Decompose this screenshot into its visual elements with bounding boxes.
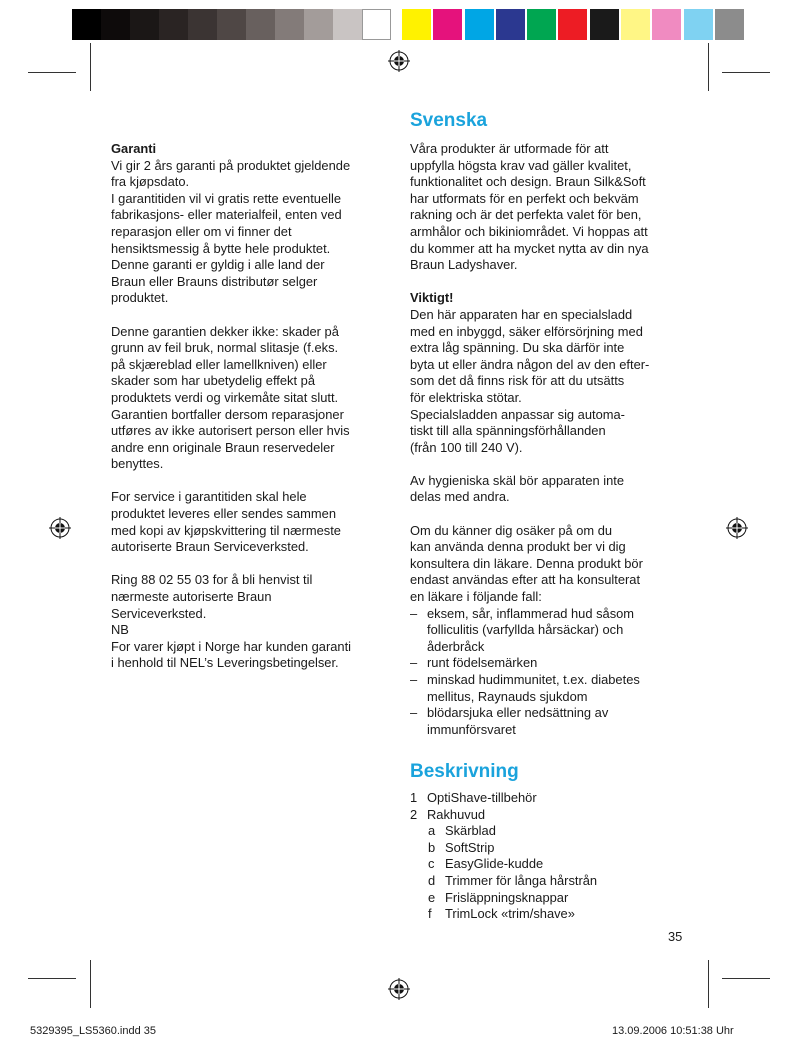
text-line: benyttes. [111,456,164,472]
text-line: hensiktsmessig å bytte hele produktet. [111,240,331,256]
list-item [410,823,700,840]
text-line: nærmeste autoriserte Braun [111,589,272,605]
text-line: utføres av ikke autorisert person eller hvis [111,423,350,439]
gray-swatch-5 [217,9,246,40]
list-item [410,705,700,738]
text-line: med kopi av kjøpskvittering til nærmeste [111,522,341,538]
item-letter: d [428,872,436,888]
dash-bullet: – [410,605,418,621]
text-line: Braun Ladyshaver. [410,257,518,273]
text-line: Garantien bortfaller dersom reparasjoner [111,406,344,422]
text-line: rakning och är det perfekta valet för ben, [410,207,642,223]
item-label: Skärblad [445,823,496,839]
color-swatch-0 [402,9,431,40]
crop-mark [28,978,76,979]
text-line: Specialsladden anpassar sig automa- [410,406,625,422]
important-title: Viktigt! [410,290,454,306]
text-line: (från 100 till 240 V). [410,439,523,455]
item-label: Rakhuvud [427,806,486,822]
text-line: för elektriska stötar. [410,389,522,405]
warranty-section [111,141,391,672]
text-line: Serviceverksted. [111,605,207,621]
text-line: extra låg spänning. Du ska därför inte [410,340,625,356]
text-line: kan använda denna produkt ber vi dig [410,539,626,555]
text-line: blödarsjuka eller nedsättning av [427,705,609,721]
list-item [410,655,700,672]
text-line: For service i garantitiden skal hele [111,489,307,505]
list-item [410,906,700,923]
color-swatch-9 [684,9,713,40]
crop-mark [28,72,76,73]
item-letter: a [428,823,436,839]
text-line: som det då finns risk för att du utsätts [410,373,625,389]
text-line: du kommer att ha mycket nytta av din nya [410,240,649,256]
dash-bullet: – [410,705,418,721]
footer-file-info: 5329395_LS5360.indd 35 [30,1025,157,1037]
color-swatch-3 [496,9,525,40]
item-label: Frisläppningsknappar [445,889,569,905]
color-swatch-5 [558,9,587,40]
item-label: Trimmer för långa hårstrån [445,872,598,888]
color-swatch-10 [715,9,744,40]
text-line: uppfylla högsta krav vad gäller kvalitet, [410,157,632,173]
text-line: med en inbyggd, säker elförsörjning med [410,323,643,339]
text-line: fra kjøpsdato. [111,174,190,190]
item-letter: b [428,839,436,855]
text-line: Ring 88 02 55 03 for å bli henvist til [111,572,313,588]
list-item [410,840,700,857]
list-item [410,890,700,907]
text-line: Denne garanti er gyldig i alle land der [111,257,325,273]
registration-mark-icon [388,978,410,1000]
text-line: Denne garantien dekker ikke: skader på [111,323,339,339]
text-line: endast användas efter att ha konsulterat [410,572,641,588]
warranty-title: Garanti [111,141,157,156]
crop-mark [90,43,91,91]
color-swatch-4 [527,9,556,40]
item-letter: e [428,889,436,905]
color-swatch-7 [621,9,650,40]
text-line: eksem, sår, inflammerad hud såsom [427,605,635,621]
text-line: folliculitis (varfyllda hårsäckar) och [427,622,624,638]
doctor-paragraph [410,523,700,606]
text-line: en läkare i följande fall: [410,589,542,605]
crop-mark [708,43,709,91]
gray-swatch-3 [159,9,188,40]
registration-mark-icon [726,517,748,539]
warranty-paragraph-1 [111,158,391,307]
swedish-section [410,141,700,738]
color-swatch-2 [465,9,494,40]
conditions-list [410,606,700,739]
text-line: grunn av feil bruk, normal slitasje (f.eks. [111,340,339,356]
gray-swatch-0 [72,9,101,40]
section-heading-beskrivning: Beskrivning [410,761,519,782]
gray-swatch-10 [362,9,391,40]
text-line: minskad hudimmunitet, t.ex. diabetes [427,672,640,687]
text-line: Av hygieniska skäl bör apparaten inte [410,472,625,488]
text-line: runt födelsemärken [427,655,538,671]
text-line: åderbråck [427,638,485,654]
item-number: 2 [410,806,418,822]
crop-mark [90,960,91,1008]
text-line: produktet leveres eller sendes sammen [111,506,336,522]
hygiene-paragraph [410,473,700,506]
text-line: armhålor och bikiniområdet. Vi hoppas att [410,223,648,239]
gray-swatch-6 [246,9,275,40]
text-line: på skjæreblad eller lamellkniven) eller [111,356,327,372]
page-number: 35 [668,929,683,944]
text-line: byta ut eller ändra någon del av den efter- [410,356,650,372]
important-paragraph [410,307,700,456]
text-line: mellitus, Raynauds sjukdom [427,688,588,704]
color-swatch-8 [652,9,681,40]
text-line: Den här apparaten har en specialsladd [410,306,633,322]
registration-mark-icon [49,517,71,539]
text-line: Vi gir 2 års garanti på produktet gjeldende [111,157,351,173]
footer-timestamp: 13.09.2006 10:51:38 Uhr [612,1025,734,1037]
gray-swatch-8 [304,9,333,40]
text-line: delas med andra. [410,489,510,505]
crop-mark [708,960,709,1008]
item-label: SoftStrip [445,839,495,855]
gray-swatch-1 [101,9,130,40]
item-label: OptiShave-tillbehör [427,790,537,805]
text-line: For varer kjøpt i Norge har kunden garanti [111,638,352,654]
text-line: skader som har ubetydelig effekt på [111,373,315,389]
item-label: TrimLock «trim/shave» [445,906,575,922]
item-letter: f [428,906,432,922]
list-item [410,873,700,890]
list-item [410,672,700,705]
list-item [410,606,700,656]
text-line: andre enn originale Braun reservedeler [111,439,335,455]
dash-bullet: – [410,672,418,687]
gray-swatch-9 [333,9,362,40]
text-line: i henhold til NEL’s Leveringsbetingelser. [111,655,339,671]
text-line: produktets verdi og virkemåte sitat slutt. [111,389,339,405]
text-line: produktet. [111,290,169,306]
warranty-paragraph-4 [111,572,391,672]
crop-mark [722,72,770,73]
item-number: 1 [410,790,418,805]
text-line: har utformats för en perfekt och bekväm [410,190,639,206]
process-color-bar [402,9,746,40]
text-line: Våra produkter är utformade för att [410,141,609,156]
text-line: tiskt till alla spänningsförhållanden [410,423,606,439]
text-line: NB [111,622,129,638]
description-list [410,790,700,923]
gray-swatch-2 [130,9,159,40]
list-item [410,856,700,873]
text-line: Braun eller Brauns distributør selger [111,273,318,289]
dash-bullet: – [410,655,418,671]
text-line: konsultera din läkare. Denna produkt bör [410,555,643,571]
item-label: EasyGlide-kudde [445,856,544,872]
warranty-paragraph-2 [111,324,391,473]
gray-swatch-4 [188,9,217,40]
list-item [410,790,700,807]
text-line: funktionalitet och design. Braun Silk&Soft [410,174,646,190]
text-line: immunförsvaret [427,721,516,737]
text-line: reparasjon eller om vi finner det [111,223,292,239]
section-heading-svenska: Svenska [410,110,488,131]
registration-mark-icon [388,50,410,72]
text-line: I garantitiden vil vi gratis rette eventuelle [111,190,342,206]
color-swatch-1 [433,9,462,40]
intro-paragraph [410,141,700,274]
text-line: autoriserte Braun Serviceverksted. [111,539,309,555]
item-letter: c [428,856,435,872]
warranty-paragraph-3 [111,489,391,555]
gray-swatch-7 [275,9,304,40]
color-swatch-6 [590,9,619,40]
crop-mark [722,978,770,979]
text-line: fabrikasjons- eller materialfeil, enten ved [111,207,342,223]
gray-color-bar [72,9,391,40]
list-item [410,807,700,824]
text-line: Om du känner dig osäker på om du [410,522,613,538]
